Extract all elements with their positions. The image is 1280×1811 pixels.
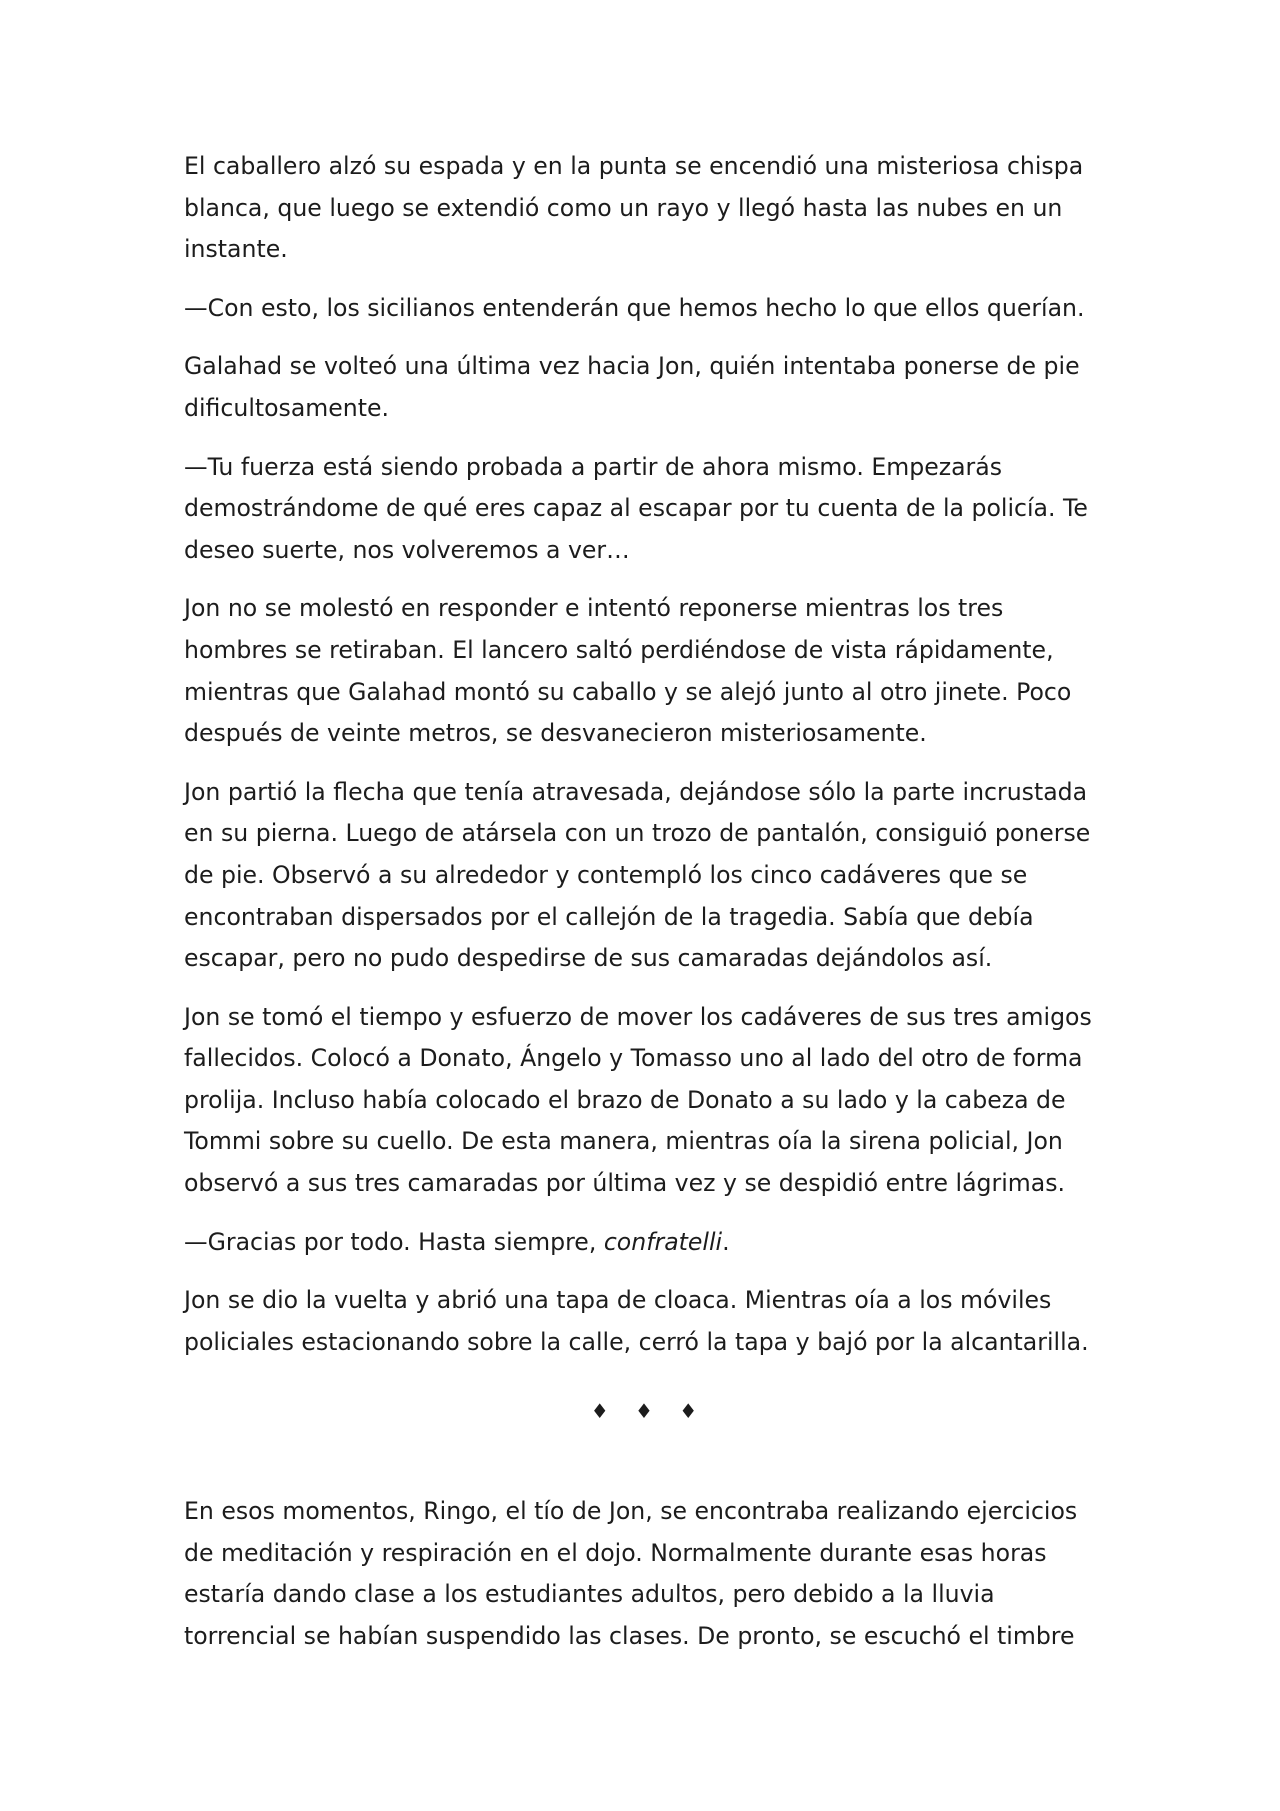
paragraph-7: Jon se tomó el tiempo y esfuerzo de mover los cadáveres de sus tres amigos fallecidos. Colocó a Donato, Ángelo y Tomasso uno al lado del otro de forma prolija. Incluso había colocado el brazo de Donato a su lado y la cabeza de Tommi sobre su cuello. De esta manera, mientras oía la sirena policial, Jon observó a sus tres camaradas por última vez y se despidió entre lágrimas. <box>184 1002 1092 1198</box>
farewell-italic-word: confratelli <box>603 1227 723 1256</box>
paragraph-1: El caballero alzó su espada y en la punta se encendió una misteriosa chispa blanca, que luego se extendió como un rayo y llegó hasta las nubes en un instante. <box>184 152 1084 264</box>
next-section-paragraph: En esos momentos, Ringo, el tío de Jon, se encontraba realizando ejercicios de meditación y respiración en el dojo. Normalmente durante esas horas estaría dando clase a los estudiantes adultos, pero debido a la lluvia torrencial se habían suspendido las clases. De pronto, se escuchó el timbre <box>184 1497 1078 1650</box>
paragraph-2: —Con esto, los sicilianos entenderán que hemos hecho lo que ellos querían. <box>184 293 1085 322</box>
farewell-paragraph <box>184 1222 1104 1264</box>
document-page <box>184 146 1104 1674</box>
farewell-period: . <box>722 1227 730 1256</box>
paragraph-3: Galahad se volteó una última vez hacia Jon, quién intentaba ponerse de pie dificultosamente. <box>184 352 1080 422</box>
section-separator: ♦ ♦ ♦ <box>590 1399 708 1424</box>
paragraph-4: —Tu fuerza está siendo probada a partir de ahora mismo. Empezarás demostrándome de qué eres capaz al escapar por tu cuenta de la policía. Te deseo suerte, nos volveremos a ver… <box>184 452 1088 564</box>
paragraph-5: Jon no se molestó en responder e intentó reponerse mientras los tres hombres se retiraban. El lancero saltó perdiéndose de vista rápidamente, mientras que Galahad montó su caballo y se alejó junto al otro jinete. Poco después de veinte metros, se desvanecieron misteriosamente. <box>184 594 1072 748</box>
paragraph-6: Jon partió la flecha que tenía atravesada, dejándose sólo la parte incrustada en su pierna. Luego de atársela con un trozo de pantalón, consiguió ponerse de pie. Observó a su alrededor y contempló los cinco cadáveres que se encontraban dispersados por el callejón de la tragedia. Sabía que debía escapar, pero no pudo despedirse de sus camaradas dejándolos así. <box>184 777 1091 973</box>
farewell-text: —Gracias por todo. Hasta siempre, <box>184 1227 604 1256</box>
closing-paragraph: Jon se dio la vuelta y abrió una tapa de cloaca. Mientras oía a los móviles policiales estacionando sobre la calle, cerró la tapa y bajó por la alcantarilla. <box>184 1286 1089 1356</box>
